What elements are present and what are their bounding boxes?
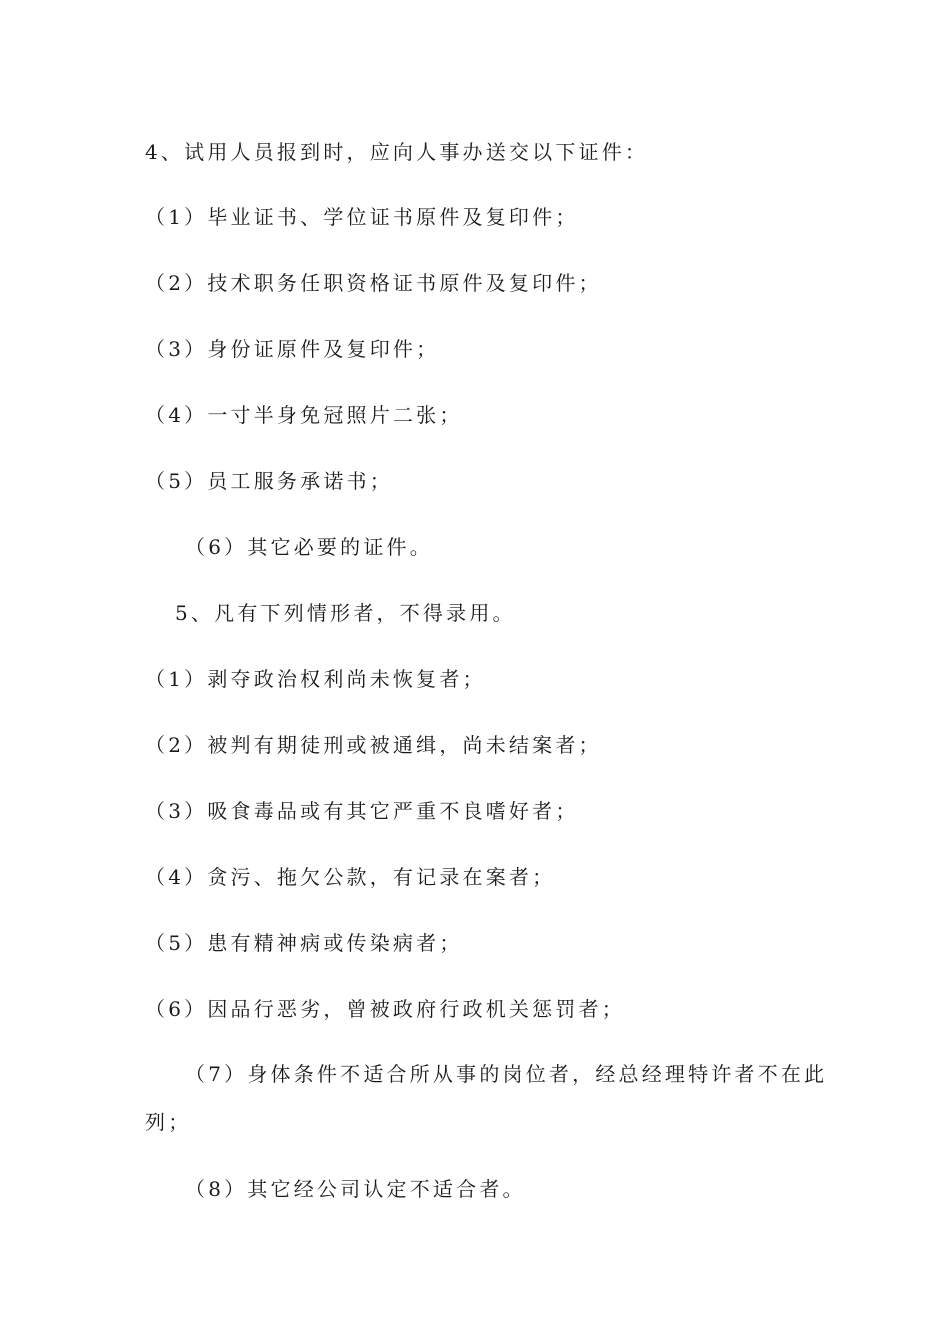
- list-item: （1）毕业证书、学位证书原件及复印件；: [145, 205, 579, 229]
- section-4-heading: 4、试用人员报到时，应向人事办送交以下证件：: [145, 140, 649, 164]
- list-item: （5）患有精神病或传染病者；: [145, 931, 463, 955]
- list-item: （7）身体条件不适合所从事的岗位者，经总经理特许者不在此: [185, 1062, 828, 1086]
- list-item: （5）员工服务承诺书；: [145, 469, 393, 493]
- list-item: （4）贪污、拖欠公款，有记录在案者；: [145, 865, 556, 889]
- list-item: （2）被判有期徒刑或被通缉，尚未结案者；: [145, 733, 602, 757]
- list-item: （6）因品行恶劣，曾被政府行政机关惩罚者；: [145, 997, 625, 1021]
- list-item: （8）其它经公司认定不适合者。: [185, 1177, 526, 1201]
- list-item: （6）其它必要的证件。: [185, 535, 433, 559]
- list-item: （3）吸食毒品或有其它严重不良嗜好者；: [145, 799, 579, 823]
- list-item: （3）身份证原件及复印件；: [145, 337, 440, 361]
- section-5-heading: 5、凡有下列情形者，不得录用。: [175, 601, 516, 625]
- list-item-continuation: 列；: [145, 1110, 192, 1134]
- list-item: （1）剥夺政治权利尚未恢复者；: [145, 667, 486, 691]
- list-item: （2）技术职务任职资格证书原件及复印件；: [145, 271, 602, 295]
- list-item: （4）一寸半身免冠照片二张；: [145, 403, 463, 427]
